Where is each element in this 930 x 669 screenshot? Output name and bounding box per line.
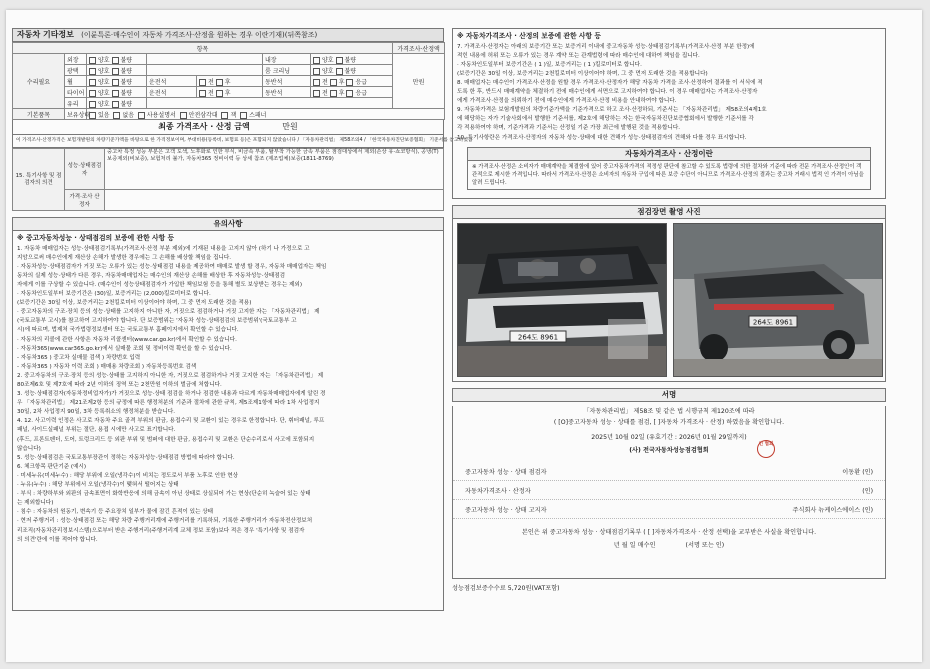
note-line: · 자동차365(www.car365.go.kr)에서 실매물 조회 및 정비이력 확인을 할 수 있습니다. [17, 345, 232, 352]
note-line: (후드, 프론트펜더, 도어, 트렁크리드 등 외판 부위 및 범퍼에 대한 판금, 용접수리 및 교환은 단순수리로서 사고에 포함되지 [17, 436, 315, 443]
note-line: · 현저 주행거리 : 성능·상태점검 또는 해당 차량 주행거리계에 주행거리를 기록하되, 기록한 주행거리가 자동차전산정보처 [17, 518, 313, 525]
checkbox[interactable] [180, 112, 187, 119]
plate-rear: 264도 8961 [752, 318, 794, 327]
checkbox[interactable] [199, 90, 206, 97]
receipt-date: 년 월 일 매수인 [613, 542, 656, 549]
info-title: 자동차 기타정보 [17, 30, 74, 39]
guarantee-line: · 자동차인도일부터 보증기간은 ( 1 )일, 보증거리는 ( 1 )킬로미터로 합니다. [457, 61, 642, 68]
photo-area [452, 219, 886, 382]
photo-title: 점검장면 촬영 사진 [452, 205, 886, 219]
checkbox[interactable] [89, 68, 96, 75]
note-line: 리조직(자동차관리정보시스템)으로부터 받은 주행거리(주행거리계 교체 정보 포함)보다 적은 경우 '특기사항 및 점검자 [17, 527, 305, 534]
final-price-row [12, 120, 444, 135]
checkbox[interactable] [112, 79, 119, 86]
checkbox[interactable] [199, 79, 206, 86]
notes-title: 유의사항 [12, 217, 444, 231]
info-title-bar [12, 28, 444, 42]
sign-box [452, 406, 886, 579]
price-section [467, 147, 871, 190]
plate-front: 264도 8961 [517, 333, 559, 342]
note-line: 1. 자동차 매매업자는 성능·상태점검기록부(가격조사·산정 부분 제외)에 기재된 내용을 고지지 않아 (하기 나 가정으로 고 [17, 245, 310, 252]
info-note: (이륜특론·매수인이 자동차 가격조사·산정을 원하는 경우 이란기재)(뒤쪽참조) [81, 31, 318, 39]
note-line: - 자동차365 ) 중고차 실매물 검색 ) 차량번호 입력 [17, 354, 141, 361]
signer-row: 중고자동차 성능 · 상태 점검자 이동환 (인) [453, 462, 885, 481]
group-repair: 수리필요 [13, 54, 65, 109]
note-line: · 미세누유(미세누수) : 해당 부위에 오일(냉각수)이 비치는 정도로서 부품 노후로 인한 현상 [17, 472, 239, 479]
note-line: · 자동차성능·상태점검자가 거짓 또는 오류가 있는 성능·상태점검 내용을 제공하여 매매로 발생 할 경우, 자동차 매매업자는 책임 [17, 263, 327, 270]
note-line: · 누유(누수) : 해당 부위에서 오일(냉각수)이 맺혀서 떨어지는 상태 [17, 482, 179, 489]
assoc-name: (사) 전국자동차성능점검협회 [629, 447, 709, 454]
checkbox[interactable] [313, 90, 320, 97]
receipt-sign: (서명 또는 인) [685, 542, 725, 549]
assoc-row [453, 442, 885, 454]
note-line: 6. 체크항목 판단기준 (예시) [17, 463, 87, 470]
guarantee-line: 각 적용하여야 하며, 기준가격과 기준서는 산정일 기준 가장 최근에 발행된 것을 적용합니다. [457, 125, 681, 132]
note-line: 않습니다) [17, 445, 41, 452]
checkbox[interactable] [336, 68, 343, 75]
checkbox[interactable] [113, 112, 120, 119]
car-front-illustration [458, 224, 666, 376]
left-column [12, 28, 473, 611]
car-rear-photo [673, 223, 883, 377]
note-line: 의 의견'란에 이를 적어야 합니다. [17, 536, 98, 543]
table-row: 수리필요 외장 양호 불량 내장 양호 불량 만원 [13, 54, 445, 65]
car-front-photo [457, 223, 667, 377]
right-column [452, 28, 886, 592]
note-line: · 침수 : 자동차의 원동기, 변속기 등 주요장치 일부가 물에 잠긴 흔적이 있는 상태 [17, 509, 214, 516]
checkbox[interactable] [112, 101, 119, 108]
final-price-unit: 만원 [282, 122, 298, 131]
special-label: 15. 특기사항 및 점검자의 의견 [13, 149, 65, 211]
note-line: 80조제6호 및 제7호에 따라 2년 이하의 징역 또는 2천만원 이하의 벌금에 처합니다. [17, 382, 222, 388]
receipt-text: 본인은 위 중고자동차 성능 · 상태점검기록부 ( [ ]자동차가격조사 · 산정 선택)을 교부받은 사실을 확인합니다. [521, 529, 817, 536]
special-table [12, 148, 444, 211]
fee-note: 성능점검보증수수료 5,720원(VAT포함) [452, 585, 560, 592]
note-line: · 자동차의 리콜에 관한 사항은 자동차 리콜센터(www.car.go.kr)에서 확인할 수 있습니다. [17, 336, 237, 343]
col-price-header: 가격조사·산정액 [393, 43, 445, 54]
association-seal-icon: 인 협회 [757, 440, 775, 458]
notes-list [17, 245, 439, 545]
notes-box [12, 231, 444, 611]
checkbox[interactable] [112, 90, 119, 97]
guarantee-line: 7. 가격조사·산정자는 아래의 보증기간 또는 보증거리 이내에 중고자동차 성능·상태점검기록부(가격조사·산정 부분 한정)에 [457, 43, 755, 50]
note-line: (보증기간은 30일 이상, 보증거리는 2천킬로미터 이상이어야 하며, 그 중 먼저 도래한 것을 적용) [17, 300, 252, 307]
group-basic: 기본품목 [13, 109, 65, 120]
sign-date: 2025년 10월 02일 (유효기간 : 2026년 01월 29일까지) [591, 434, 747, 441]
checkbox[interactable] [313, 57, 320, 64]
checkbox[interactable] [313, 79, 320, 86]
sign-line1: 「자동차관리법」 제58조 및 같은 법 시행규칙 제120조에 따라 [583, 408, 755, 415]
guarantee-line: 에 해당하는 자가 기술사회에서 발행한 기준서를, 제2호에 해당하는 자는 한국자동차진단보증협회에서 발행한 기준서를 각 [457, 116, 754, 123]
checkbox[interactable] [89, 112, 96, 119]
guarantee-line: 도록 한 후, 반드시 매매계약을 체결하기 전에 매수인에게 서면으로 고지하여야 합니다. 이 경우 매매업자는 가격조사·산정자 [457, 89, 758, 96]
checkbox[interactable] [240, 112, 247, 119]
table-row: 타이어 양호 불량 운전석 전 후 동반석 전 후 응급 [13, 87, 445, 98]
guarantee-line: 9. 자동차가격은 보험개발원의 차량기준가액을 기준가격으로 하고 조사·산정하되, 기준서는 「자동차관리법」 제58조의4제1호 [457, 107, 767, 114]
note-line: (국토교통부 고시)를 참고하여 고지하여야 합니다. 단 보증범위는 '자동차 성능·상태점검의 보증범위'(국토교통부 고 [17, 318, 297, 325]
special-text1: 중고차 특정 성능 부분은 고객 도색, 노후화로 인한 부식, 비금속 부품, 탈부착 가능한 금속 부품은 점검대상에서 제외(손상 유·쇼코방식), 공냉(T) 보증제외(비보증), 보험처리 불가, 자동차365 정비이력 등 상세 참조 (제조업체)보증(1811-8769) [105, 149, 444, 190]
unit-won: 만원 [393, 54, 445, 109]
checkbox[interactable] [89, 79, 96, 86]
table-row: 광택 양호 불량 룸 크리닝 양호 불량 [13, 65, 445, 76]
signer-row: 중고자동차 성능 · 상태 고지자 주식회사 뉴케이스에이스 (인) [453, 500, 885, 519]
car-rear-illustration [674, 224, 882, 376]
repair-table [12, 42, 445, 120]
guarantee-line: (보증기간은 30일 이상, 보증거리는 2천킬로미터 이상이어야 하며, 그 중 먼저 도래한 것을 적용합니다) [457, 70, 708, 77]
checkbox[interactable] [138, 112, 145, 119]
checkbox[interactable] [336, 57, 343, 64]
price-guarantee-lines [457, 43, 881, 143]
checkbox[interactable] [216, 90, 223, 97]
table-row: 휠 양호 불량 운전석 전 후 동반석 전 후 응급 [13, 76, 445, 87]
checkbox[interactable] [112, 57, 119, 64]
table-row: 기본품목 보유상태 있음 없음 사용설명서 안전삼각대 잭 스패너 [13, 109, 445, 120]
note-line: 3. 성능·상태점검자(자동차정비업자가)가 거짓으로 성능·상태 점검을 하거나 점검한 내용과 다르게 자동차매매업자에게 알린 경 [17, 391, 326, 398]
note-line: 2. 중고자동차의 구조·장치 등의 성능·상태를 고지하지 아니한 자, 거짓으로 점검하거나 거짓 고지한 자는 「자동차관리법」 제 [17, 372, 324, 379]
note-line: 동차의 실제 성능·상태가 다른 경우, 자동차매매업자는 매수인의 재산상 손해를 배상한 후 자동차성능·상태점검 [17, 272, 286, 279]
note-line: 4. 12. 사고이력 인정은 사고로 자동차 주요 골격 부위의 판금, 용접수리 및 교환이 있는 경우로 한정합니다. 단, 휘터패널, 루프 [17, 418, 325, 425]
price-section-title: 자동차가격조사 · 산정이란 [468, 148, 870, 161]
note-line: 시)에 따르며, 법제처 국가법령정보센터 또는 국토교통부 홈페이지에서 확인할 수 있습니다. [17, 327, 239, 334]
checkbox[interactable] [330, 90, 337, 97]
checkbox[interactable] [89, 101, 96, 108]
note-line: - 자동차365 ) 자동차 이력 조회 ) 매매용 차량조회 ) 자동차등록번호 검색 [17, 363, 197, 370]
note-line: 5. 성능·상태점검은 국토교통부장관이 정하는 자동차성능·상태점검 방법에 따라야 합니다. [17, 454, 235, 461]
note-line: 30일, 2차 사업정지 90일, 3차 등록취소의 행정처분을 받습니다. [17, 409, 176, 416]
signer-row: 자동차가격조사 · 산정자 (인) [453, 481, 885, 500]
note-line: · 부식 : 차량하부와 외판의 금속표면이 화학반응에 의해 금속이 아닌 상태로 상실되어 가는 현상(단순히 녹슬어 있는 상태 [17, 491, 311, 498]
checkbox[interactable] [346, 90, 353, 97]
guarantee-line: 에게 가격조사·산정을 의뢰하기 전에 매수인에게 가격조사·산정 비용을 안내하여야 합니다. [457, 98, 677, 105]
checkbox[interactable] [112, 68, 119, 75]
note-line: 는 제외합니다) [17, 500, 54, 507]
col-item-header: 항목 [13, 43, 393, 54]
checkbox[interactable] [313, 68, 320, 75]
inspection-sheet [6, 10, 922, 662]
notes-head: ※ 중고자동차성능 · 상태점검의 보증에 관한 사항 등 [17, 234, 175, 242]
table-row: 유리 양호 불량 [13, 98, 445, 109]
final-price-label: 최종 가격조사 · 산정 금액 [158, 122, 250, 131]
checkbox[interactable] [221, 112, 228, 119]
note-line: 자에게 이를 구상할 수 있습니다. (매수인이 성능상태점검자가 가입한 책임보험 등을 통해 별도 보상받는 경우는 제외) [17, 281, 303, 288]
price-guarantee-head: ※ 자동차가격조사 · 산정의 보증에 관한 사항 등 [457, 32, 601, 40]
guarantee-line: 8. 매매업자는 매수인이 가격조사·산정을 원할 경우 가격조사·산정자가 해당 자동차 가격을 조사·산정하여 결과를 이 서식에 적 [457, 79, 763, 86]
note-line: 패널, 사이드실패널 부위는 절단, 용접 시에만 사고로 표기합니다. [17, 427, 176, 434]
note-line: 지암으로써 매수인에게 재산상 손해가 발생한 경우에는 그 손해를 배상할 책임을 집니다. [17, 254, 232, 261]
price-note: 이 가격조사·산정가격은 보험개발원의 차량기준가액을 바탕으로 한 가격정보이며, 부대비용(등록비, 보험료 등)은 포함되지 않았습니다 / 「자동차관리법」 제58조의4 / 「한국자동차진단보증협회」 기준서를 참고하였음 [12, 135, 444, 148]
note-line: · 중고자동차의 구조·장치 등의 성능·상태를 고지하지 아니한 자, 거짓으로 점검하거나 거짓 고지한 자는 「자동차관리법」 제 [17, 309, 320, 316]
price-guarantee-box [452, 28, 886, 199]
price-section-text: ※ 가격조사·산정은 소비자가 매매계약을 체결함에 있어 중고자동차가격의 적정성 판단에 참고할 수 있도록 법령에 의한 절차와 기준에 따라 전문 가격조사·산정인이 객관적으로 제시한 가격입니다. 따라서 가격조사·산정은 소비자의 자동차 구입에 따른 보증 수단이 아니므로 가격조사·산정의 결과는 중고차 거래시 법적 인 가격이 아님을 알려 드립니다. [472, 164, 864, 187]
note-line: 우 「자동차관리법」 제21조제2항 등의 규정에 따른 행정처분의 기준과 절차에 관한 규칙, 제5조제1항에 따라 1차 사업정지 [17, 400, 320, 407]
note-line: · 자동차인도일부터 보증기간은 (30)일, 보증거리는 (2,000)킬로미터로 합니다. [17, 291, 211, 298]
receipt-row [453, 540, 885, 549]
checkbox[interactable] [89, 57, 96, 64]
sign-line2: ( [O]중고자동차 성능 · 상태를 점검, [ ]자동차 가격조사 · 산정) 하였음을 확인합니다. [553, 419, 785, 426]
checkbox[interactable] [346, 79, 353, 86]
sign-title: 서명 [452, 388, 886, 402]
guarantee-line: 10. 특기사항란은 가격조사·산정자의 자동차 성능·상태에 대한 견해가 성능·상태점검자의 견해와 다를 경우 표시합니다. [457, 134, 747, 141]
checkbox[interactable] [216, 79, 223, 86]
special-sub2: 가격·조사 산정자 [65, 190, 105, 211]
checkbox[interactable] [330, 79, 337, 86]
guarantee-line: 적힌 내용에 허위 또는 오류가 있는 경우 계약 또는 관계법령에 따라 매수인에 대하여 책임을 집니다. [457, 52, 700, 59]
special-sub1: 성능·상태점검자 [65, 149, 105, 190]
checkbox[interactable] [89, 90, 96, 97]
